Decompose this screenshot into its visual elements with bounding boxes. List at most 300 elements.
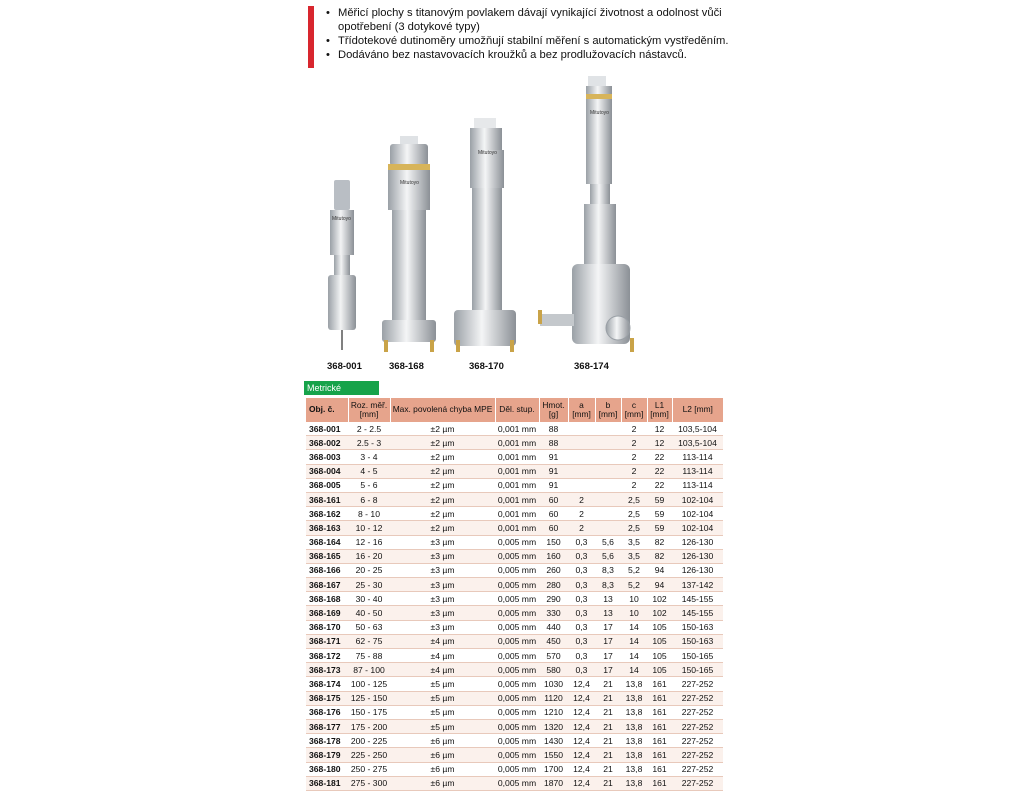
table-cell: [595, 422, 621, 436]
product-image-368-168: [378, 136, 440, 356]
table-cell: 25 - 30: [348, 578, 390, 592]
table-cell: 113-114: [672, 450, 723, 464]
table-cell: 5,6: [595, 535, 621, 549]
table-cell: 82: [647, 535, 672, 549]
table-cell: 13: [595, 592, 621, 606]
table-cell: 102-104: [672, 492, 723, 506]
table-cell: 368-172: [306, 649, 348, 663]
table-cell: 0,001 mm: [495, 436, 539, 450]
table-row: [306, 620, 723, 634]
table-cell: [595, 464, 621, 478]
table-cell: 0,005 mm: [495, 734, 539, 748]
brand-label: Mitutoyo: [400, 180, 419, 186]
table-cell: 145-155: [672, 606, 723, 620]
product-caption: 368-168: [389, 361, 424, 372]
table-cell: 21: [595, 691, 621, 705]
table-row: [306, 436, 723, 450]
table-cell: 4 - 5: [348, 464, 390, 478]
brand-label: Mitutoyo: [478, 150, 497, 156]
table-cell: 22: [647, 464, 672, 478]
table-cell: 137-142: [672, 578, 723, 592]
table-cell: 12,4: [568, 748, 595, 762]
table-cell: 102-104: [672, 521, 723, 535]
table-cell: 368-168: [306, 592, 348, 606]
table-cell: 13,8: [621, 705, 647, 719]
table-cell: 13,8: [621, 762, 647, 776]
table-cell: ±6 µm: [390, 748, 495, 762]
table-cell: ±3 µm: [390, 578, 495, 592]
table-cell: 570: [539, 649, 568, 663]
table-cell: 14: [621, 620, 647, 634]
table-cell: 2: [621, 450, 647, 464]
table-cell: 368-174: [306, 677, 348, 691]
table-cell: 0,001 mm: [495, 492, 539, 506]
table-cell: 250 - 275: [348, 762, 390, 776]
table-cell: 75 - 88: [348, 649, 390, 663]
table-cell: 50 - 63: [348, 620, 390, 634]
table-cell: 0,005 mm: [495, 677, 539, 691]
table-cell: 12: [647, 422, 672, 436]
table-cell: 5 - 6: [348, 478, 390, 492]
table-cell: 13,8: [621, 734, 647, 748]
table-cell: ±2 µm: [390, 521, 495, 535]
column-header: Obj. č.: [306, 398, 348, 422]
table-cell: 0,005 mm: [495, 776, 539, 790]
table-cell: 88: [539, 436, 568, 450]
table-cell: 368-001: [306, 422, 348, 436]
table-cell: ±6 µm: [390, 734, 495, 748]
table-cell: 22: [647, 478, 672, 492]
table-cell: [568, 464, 595, 478]
table-cell: 330: [539, 606, 568, 620]
column-header: L1 [mm]: [647, 398, 672, 422]
table-cell: 2.5 - 3: [348, 436, 390, 450]
table-cell: 8,3: [595, 563, 621, 577]
table-cell: 0,005 mm: [495, 762, 539, 776]
table-cell: 20 - 25: [348, 563, 390, 577]
table-cell: 17: [595, 620, 621, 634]
table-cell: 368-180: [306, 762, 348, 776]
table-cell: ±3 µm: [390, 563, 495, 577]
table-cell: 113-114: [672, 464, 723, 478]
table-cell: 0,3: [568, 649, 595, 663]
table-cell: 368-165: [306, 549, 348, 563]
table-row: [306, 450, 723, 464]
table-cell: 161: [647, 748, 672, 762]
table-cell: 91: [539, 464, 568, 478]
table-cell: 126-130: [672, 563, 723, 577]
table-cell: 0,005 mm: [495, 592, 539, 606]
table-cell: 12,4: [568, 719, 595, 733]
spec-table: [306, 398, 723, 791]
table-cell: 40 - 50: [348, 606, 390, 620]
table-cell: 3,5: [621, 535, 647, 549]
table-cell: 2 - 2.5: [348, 422, 390, 436]
table-cell: 150-165: [672, 663, 723, 677]
table-cell: 0,005 mm: [495, 719, 539, 733]
table-cell: 368-177: [306, 719, 348, 733]
table-row: [306, 677, 723, 691]
table-cell: [595, 478, 621, 492]
product-image-368-001: [322, 175, 368, 355]
table-cell: 1120: [539, 691, 568, 705]
table-cell: 17: [595, 663, 621, 677]
table-cell: ±2 µm: [390, 507, 495, 521]
table-cell: 0,3: [568, 578, 595, 592]
table-cell: 13,8: [621, 719, 647, 733]
column-header: a [mm]: [568, 398, 595, 422]
table-cell: 60: [539, 521, 568, 535]
table-cell: 12,4: [568, 762, 595, 776]
table-cell: 0,3: [568, 663, 595, 677]
table-cell: 3 - 4: [348, 450, 390, 464]
table-cell: 10 - 12: [348, 521, 390, 535]
table-cell: 102-104: [672, 507, 723, 521]
table-cell: 160: [539, 549, 568, 563]
table-row: [306, 734, 723, 748]
table-cell: 17: [595, 649, 621, 663]
table-cell: 10: [621, 606, 647, 620]
table-body: [306, 422, 723, 790]
table-cell: 21: [595, 705, 621, 719]
table-cell: [568, 450, 595, 464]
table-row: [306, 422, 723, 436]
table-row: [306, 634, 723, 648]
table-cell: 368-179: [306, 748, 348, 762]
table-cell: 12,4: [568, 776, 595, 790]
table-cell: 102: [647, 606, 672, 620]
table-cell: 0,3: [568, 620, 595, 634]
table-cell: 0,005 mm: [495, 578, 539, 592]
table-cell: 0,005 mm: [495, 634, 539, 648]
table-cell: 145-155: [672, 592, 723, 606]
table-cell: 21: [595, 776, 621, 790]
table-cell: 368-164: [306, 535, 348, 549]
table-cell: 260: [539, 563, 568, 577]
table-cell: 1430: [539, 734, 568, 748]
table-cell: 105: [647, 634, 672, 648]
column-header: Roz. měř. [mm]: [348, 398, 390, 422]
product-caption: 368-001: [327, 361, 362, 372]
table-cell: 0,3: [568, 549, 595, 563]
table-cell: 17: [595, 634, 621, 648]
table-row: [306, 776, 723, 790]
table-cell: 13,8: [621, 677, 647, 691]
table-cell: 12,4: [568, 691, 595, 705]
table-cell: 0,005 mm: [495, 649, 539, 663]
table-cell: ±2 µm: [390, 450, 495, 464]
table-cell: 16 - 20: [348, 549, 390, 563]
table-cell: 440: [539, 620, 568, 634]
table-cell: [568, 478, 595, 492]
table-row: [306, 748, 723, 762]
table-cell: 0,005 mm: [495, 663, 539, 677]
table-cell: 161: [647, 705, 672, 719]
table-cell: 450: [539, 634, 568, 648]
table-cell: 12,4: [568, 677, 595, 691]
table-cell: [595, 450, 621, 464]
table-cell: 113-114: [672, 478, 723, 492]
table-cell: 2: [621, 436, 647, 450]
table-row: [306, 719, 723, 733]
table-row: [306, 492, 723, 506]
brand-label: Mitutoyo: [332, 216, 351, 222]
table-cell: 8 - 10: [348, 507, 390, 521]
product-caption: 368-174: [574, 361, 609, 372]
table-cell: ±6 µm: [390, 762, 495, 776]
table-cell: 1030: [539, 677, 568, 691]
table-cell: 13: [595, 606, 621, 620]
table-row: [306, 649, 723, 663]
table-cell: ±5 µm: [390, 719, 495, 733]
table-cell: 13,8: [621, 776, 647, 790]
table-cell: 105: [647, 663, 672, 677]
table-cell: 0,001 mm: [495, 464, 539, 478]
table-row: [306, 592, 723, 606]
table-cell: 0,005 mm: [495, 705, 539, 719]
table-row: [306, 521, 723, 535]
table-cell: 60: [539, 492, 568, 506]
table-cell: 0,005 mm: [495, 563, 539, 577]
column-header: Děl. stup.: [495, 398, 539, 422]
table-cell: 0,001 mm: [495, 507, 539, 521]
table-cell: 368-002: [306, 436, 348, 450]
table-cell: ±3 µm: [390, 549, 495, 563]
table-cell: 368-175: [306, 691, 348, 705]
table-cell: ±2 µm: [390, 436, 495, 450]
table-cell: 150-165: [672, 649, 723, 663]
table-cell: ±4 µm: [390, 649, 495, 663]
table-row: [306, 549, 723, 563]
table-cell: 0,3: [568, 606, 595, 620]
table-cell: 227-252: [672, 677, 723, 691]
table-cell: ±4 µm: [390, 634, 495, 648]
table-cell: ±4 µm: [390, 663, 495, 677]
table-cell: 0,001 mm: [495, 450, 539, 464]
table-cell: 368-178: [306, 734, 348, 748]
table-cell: 161: [647, 776, 672, 790]
table-cell: [595, 492, 621, 506]
section-label: Metrické: [304, 381, 379, 395]
table-cell: 126-130: [672, 535, 723, 549]
table-cell: 0,005 mm: [495, 691, 539, 705]
table-cell: 368-161: [306, 492, 348, 506]
table-row: [306, 535, 723, 549]
table-cell: 368-166: [306, 563, 348, 577]
table-cell: 21: [595, 762, 621, 776]
table-cell: 227-252: [672, 719, 723, 733]
table-cell: 0,005 mm: [495, 748, 539, 762]
table-row: [306, 691, 723, 705]
table-cell: 6 - 8: [348, 492, 390, 506]
table-cell: 12 - 16: [348, 535, 390, 549]
table-cell: 87 - 100: [348, 663, 390, 677]
feature-item: • Měřicí plochy s titanovým povlakem dávají vynikající životnost a odolnost vůči opotřebení (3 dotykové typy): [326, 6, 746, 34]
table-cell: 105: [647, 620, 672, 634]
column-header: L2 [mm]: [672, 398, 723, 422]
table-cell: 2,5: [621, 507, 647, 521]
table-cell: 161: [647, 734, 672, 748]
table-cell: 150: [539, 535, 568, 549]
table-cell: 368-173: [306, 663, 348, 677]
table-cell: ±6 µm: [390, 776, 495, 790]
table-cell: 161: [647, 691, 672, 705]
table-row: [306, 663, 723, 677]
table-cell: 227-252: [672, 705, 723, 719]
table-row: [306, 705, 723, 719]
table-cell: 100 - 125: [348, 677, 390, 691]
table-cell: 161: [647, 719, 672, 733]
table-cell: 103,5-104: [672, 436, 723, 450]
table-cell: 2,5: [621, 521, 647, 535]
table-cell: ±5 µm: [390, 705, 495, 719]
table-cell: 1550: [539, 748, 568, 762]
table-cell: ±2 µm: [390, 422, 495, 436]
table-cell: 227-252: [672, 734, 723, 748]
table-row: [306, 507, 723, 521]
table-cell: 225 - 250: [348, 748, 390, 762]
feature-list: [326, 6, 746, 62]
table-cell: 368-003: [306, 450, 348, 464]
table-cell: 227-252: [672, 691, 723, 705]
table-cell: 21: [595, 677, 621, 691]
table-cell: 150-163: [672, 634, 723, 648]
table-cell: 161: [647, 762, 672, 776]
table-cell: 82: [647, 549, 672, 563]
table-cell: 580: [539, 663, 568, 677]
table-cell: 12,4: [568, 705, 595, 719]
table-cell: 368-005: [306, 478, 348, 492]
table-cell: 2: [621, 422, 647, 436]
table-cell: 126-130: [672, 549, 723, 563]
table-cell: 368-162: [306, 507, 348, 521]
table-cell: 59: [647, 507, 672, 521]
table-cell: 0,3: [568, 592, 595, 606]
table-cell: 0,005 mm: [495, 606, 539, 620]
table-cell: 2: [568, 492, 595, 506]
table-cell: 175 - 200: [348, 719, 390, 733]
table-cell: 3,5: [621, 549, 647, 563]
table-cell: 94: [647, 563, 672, 577]
table-cell: ±3 µm: [390, 606, 495, 620]
table-cell: 368-181: [306, 776, 348, 790]
table-cell: 10: [621, 592, 647, 606]
table-cell: 275 - 300: [348, 776, 390, 790]
table-cell: 2,5: [621, 492, 647, 506]
table-cell: [595, 507, 621, 521]
table-row: [306, 578, 723, 592]
table-cell: 368-167: [306, 578, 348, 592]
table-row: [306, 563, 723, 577]
table-cell: 0,3: [568, 535, 595, 549]
table-row: [306, 762, 723, 776]
table-cell: 200 - 225: [348, 734, 390, 748]
product-image-368-170: [450, 118, 520, 358]
table-cell: 1320: [539, 719, 568, 733]
table-cell: 2: [568, 521, 595, 535]
table-cell: [568, 436, 595, 450]
table-cell: 227-252: [672, 748, 723, 762]
table-cell: 5,2: [621, 578, 647, 592]
column-header: c [mm]: [621, 398, 647, 422]
table-cell: ±3 µm: [390, 592, 495, 606]
table-cell: 1700: [539, 762, 568, 776]
table-cell: 2: [621, 478, 647, 492]
table-header-row: [306, 398, 723, 422]
table-cell: 91: [539, 478, 568, 492]
table-cell: 13,8: [621, 691, 647, 705]
table-cell: 280: [539, 578, 568, 592]
table-cell: ±2 µm: [390, 464, 495, 478]
table-cell: 368-170: [306, 620, 348, 634]
table-cell: 150-163: [672, 620, 723, 634]
table-cell: 368-169: [306, 606, 348, 620]
table-cell: 13,8: [621, 748, 647, 762]
brand-label: Mitutoyo: [590, 110, 609, 116]
table-cell: 62 - 75: [348, 634, 390, 648]
table-cell: 0,3: [568, 634, 595, 648]
table-cell: 0,001 mm: [495, 422, 539, 436]
table-cell: 2: [568, 507, 595, 521]
table-cell: 0,005 mm: [495, 549, 539, 563]
table-cell: 105: [647, 649, 672, 663]
column-header: b [mm]: [595, 398, 621, 422]
table-cell: 0,3: [568, 563, 595, 577]
table-cell: 227-252: [672, 776, 723, 790]
table-cell: 227-252: [672, 762, 723, 776]
column-header: Max. povolená chyba MPE: [390, 398, 495, 422]
table-cell: 59: [647, 492, 672, 506]
table-cell: 368-163: [306, 521, 348, 535]
product-caption: 368-170: [469, 361, 504, 372]
table-cell: 88: [539, 422, 568, 436]
table-cell: 125 - 150: [348, 691, 390, 705]
table-cell: 21: [595, 748, 621, 762]
table-cell: 21: [595, 734, 621, 748]
table-cell: 94: [647, 578, 672, 592]
table-cell: ±5 µm: [390, 677, 495, 691]
table-cell: 2: [621, 464, 647, 478]
product-image-368-174: [536, 76, 646, 356]
table-cell: [595, 521, 621, 535]
table-cell: 30 - 40: [348, 592, 390, 606]
table-cell: 12,4: [568, 734, 595, 748]
table-cell: 368-176: [306, 705, 348, 719]
feature-item: • Dodáváno bez nastavovacích kroužků a bez prodlužovacích nástavců.: [326, 48, 746, 62]
feature-item: • Třídotekové dutinoměry umožňují stabilní měření s automatickým vystředěním.: [326, 34, 746, 48]
table-cell: 21: [595, 719, 621, 733]
table-cell: 14: [621, 649, 647, 663]
table-cell: 8,3: [595, 578, 621, 592]
table-cell: 14: [621, 634, 647, 648]
table-cell: 91: [539, 450, 568, 464]
table-cell: 103,5-104: [672, 422, 723, 436]
table-cell: 0,005 mm: [495, 620, 539, 634]
table-cell: 14: [621, 663, 647, 677]
table-cell: 0,005 mm: [495, 535, 539, 549]
table-cell: 0,001 mm: [495, 521, 539, 535]
table-cell: 102: [647, 592, 672, 606]
table-cell: 368-171: [306, 634, 348, 648]
table-cell: 22: [647, 450, 672, 464]
table-cell: ±3 µm: [390, 620, 495, 634]
table-cell: 5,2: [621, 563, 647, 577]
table-cell: 1210: [539, 705, 568, 719]
table-cell: ±3 µm: [390, 535, 495, 549]
table-row: [306, 606, 723, 620]
accent-bar: [308, 6, 314, 68]
table-row: [306, 478, 723, 492]
